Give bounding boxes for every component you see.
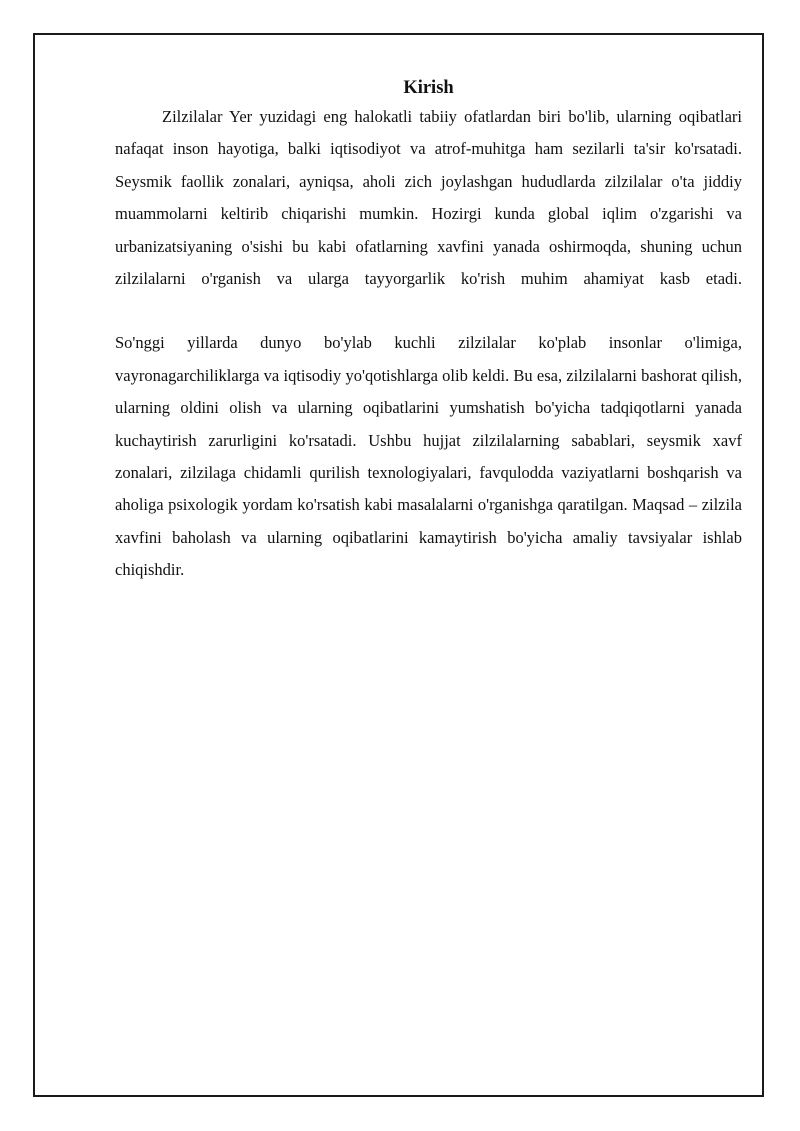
page-title: Kirish [403, 78, 454, 98]
document-body [115, 76, 742, 587]
intro-paragraph-1: Zilzilalar Yer yuzidagi eng halokatli tabiiy ofatlardan biri bo'lib, ularning oqibatlari nafaqat inson hayotiga, balki iqtisodiyot va atrof-muhitga ham sezilarli ta'sir ko'rsatadi. Seysmik faollik zonalari, ayniqsa, aholi zich joylashgan hududlarda zilzilalar o'ta jiddiy muammolarni keltirib chiqarishi mumkin. Hozirgi kunda global iqlim o'zgarishi va urbanizatsiyaning o'sishi bu kabi ofatlarning xavfini yanada oshirmoqda, shuning uchun zilzilalarni o'rganish va ularga tayyorgarlik ko'rish muhim ahamiyat kasb etadi. [115, 107, 742, 289]
intro-paragraph-2: So'nggi yillarda dunyo bo'ylab kuchli zilzilalar ko'plab insonlar o'limiga, vayronagarchiliklarga va iqtisodiy yo'qotishlarga olib keldi. Bu esa, zilzilalarni bashorat qilish, ularning oldini olish va ularning oqibatlarini yumshatish bo'yicha tadqiqotlarni yanada kuchaytirish zarurligini ko'rsatadi. Ushbu hujjat zilzilalarning sabablari, seysmik xavf zonalari, zilzilaga chidamli qurilish texnologiyalari, favqulodda vaziyatlarni boshqarish va aholiga psixologik yordam ko'rsatish kabi masalalarni o'rganishga qaratilgan. Maqsad – zilzila xavfini baholash va ularning oqibatlarini kamaytirish bo'yicha amaliy tavsiyalar ishlab chiqishdir. [115, 333, 742, 580]
